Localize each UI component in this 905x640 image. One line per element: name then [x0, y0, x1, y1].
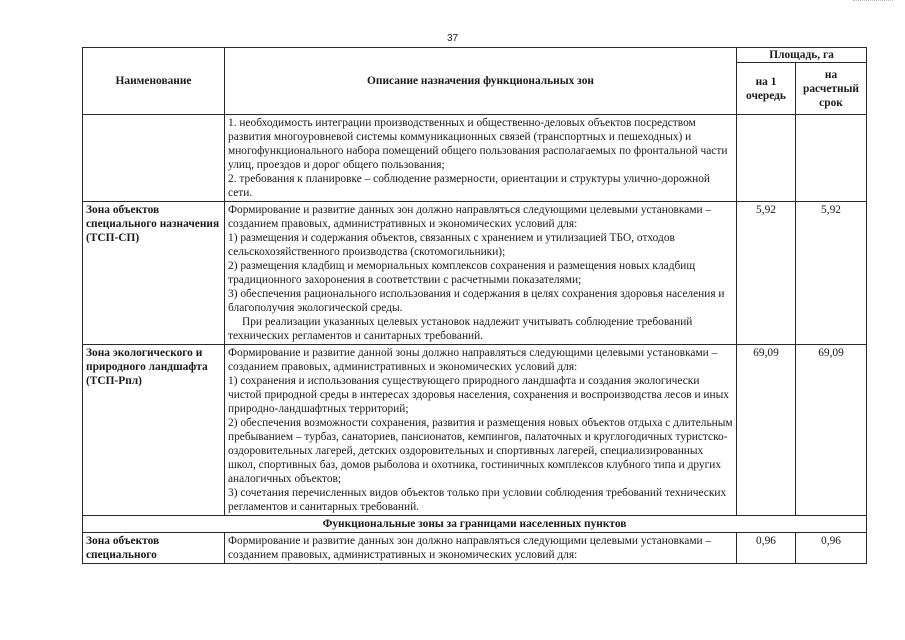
- table-row: [83, 533, 867, 564]
- section-title: Функциональные зоны за границами населенных пунктов: [83, 516, 867, 533]
- zone-name: Зона объектов специального: [83, 533, 225, 564]
- table-row: [83, 202, 867, 345]
- header-name: Наименование: [83, 48, 225, 115]
- description-paragraph: 2) обеспечения возможности сохранения, развития и размещения новых объектов отдыха с длительным пребыванием – турбаз, санаториев, пансионатов, кемпингов, палаточных и круглогодичных туристско-оздоровительных лагерей, детских оздоровительных и спортивных лагерей, специализированных школ, спортивных баз, домов рыболова и охотника, гостиничных комплексов клубного типа и других аналогичных объектов;: [228, 417, 733, 485]
- zones-table: [82, 47, 867, 564]
- description-paragraph: 1. необходимость интеграции производственных и общественно-деловых объектов посредством развития многоуровневой системы коммуникационных связей (транспортных и пешеходных) и многофункционального набора помещений общего пользования располагаемых по фронтальной части улиц, проездов и дорог общего пользования;: [228, 117, 728, 171]
- description-paragraph: 1) размещения и содержания объектов, связанных с хранением и утилизацией ТБО, отходов сельскохозяйственного производства (скотомогильники);: [228, 232, 675, 258]
- description-paragraph: Формирование и развитие данных зон должно направляться следующими целевыми установками – созданием правовых, административных и экономических условий для:: [228, 535, 712, 561]
- header-description: Описание назначения функциональных зон: [225, 48, 737, 115]
- zone-description: [225, 533, 737, 564]
- zone-description: [225, 345, 737, 516]
- zone-description: [225, 202, 737, 345]
- area-calc-period: 69,09: [796, 345, 867, 516]
- description-paragraph: 3) обеспечения рационального использования и содержания в целях сохранения здоровья населения и благополучия экологической среды.: [228, 288, 725, 314]
- scan-artifact: [853, 0, 893, 7]
- header-calc-period: на расчетный срок: [796, 63, 867, 115]
- table-row: [83, 345, 867, 516]
- zone-name: [83, 115, 225, 202]
- area-first-stage: 5,92: [737, 202, 796, 345]
- page-number: 37: [446, 33, 459, 44]
- area-first-stage: [737, 115, 796, 202]
- table-row: [83, 115, 867, 202]
- area-first-stage: 0,96: [737, 533, 796, 564]
- area-calc-period: 5,92: [796, 202, 867, 345]
- description-paragraph: При реализации указанных целевых установок надлежит учитывать соблюдение требований технических регламентов и санитарных требований.: [228, 316, 693, 342]
- area-calc-period: [796, 115, 867, 202]
- area-first-stage: 69,09: [737, 345, 796, 516]
- header-area: Площадь, га: [737, 48, 867, 63]
- header-row: [83, 48, 867, 63]
- zone-name: Зона экологического и природного ландшафта (ТСП-Рпл): [83, 345, 225, 516]
- description-paragraph: 2. требования к планировке – соблюдение размерности, ориентации и структуры улично-дорожной сети.: [228, 173, 711, 199]
- section-row: [83, 516, 867, 533]
- zone-description: [225, 115, 737, 202]
- zone-name: Зона объектов специального назначения (ТСП-СП): [83, 202, 225, 345]
- description-paragraph: Формирование и развитие данной зоны должно направляться следующими целевыми установками – созданием правовых, административных и экономических условий для:: [228, 347, 718, 373]
- area-calc-period: 0,96: [796, 533, 867, 564]
- description-paragraph: Формирование и развитие данных зон должно направляться следующими целевыми установками – созданием правовых, административных и экономических условий для:: [228, 204, 712, 230]
- header-first-stage: на 1 очередь: [737, 63, 796, 115]
- description-paragraph: 3) сочетания перечисленных видов объектов только при условии соблюдения требований технических регламентов и санитарных требований.: [228, 487, 727, 513]
- description-paragraph: 2) размещения кладбищ и мемориальных комплексов сохранения и размещения новых кладбищ традиционного захоронения в соответствии с расчетными показателями;: [228, 260, 696, 286]
- description-paragraph: 1) сохранения и использования существующего природного ландшафта и создания экологически чистой природной среды в интересах здоровья населения, сохранения и воспроизводства лесов и иных природно-ландшафтных территорий;: [228, 375, 729, 415]
